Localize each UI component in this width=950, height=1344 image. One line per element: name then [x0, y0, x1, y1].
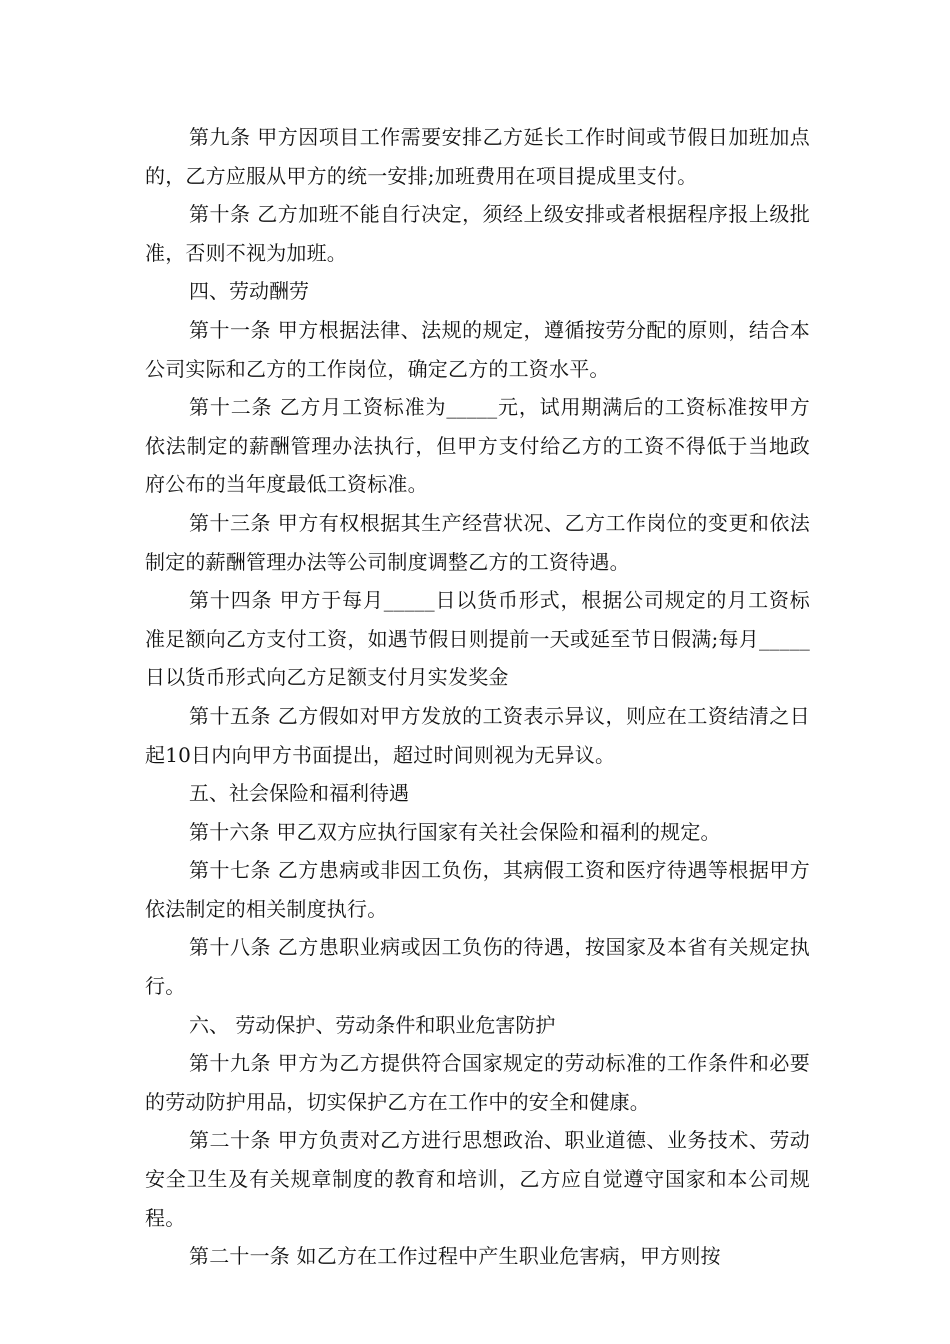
- article-19: 第十九条 甲方为乙方提供符合国家规定的劳动标准的工作条件和必要的劳动防护用品，切实保护乙方在工作中的安全和健康。: [145, 1051, 810, 1114]
- article-9: 第九条 甲方因项目工作需要安排乙方延长工作时间或节假日加班加点的，乙方应服从甲方的统一安排;加班费用在项目提成里支付。: [145, 125, 810, 188]
- article-15: 第十五条 乙方假如对甲方发放的工资表示异议，则应在工资结清之日起10日内向甲方书面提出，超过时间则视为无异议。: [145, 703, 810, 767]
- section-6-heading: 六、 劳动保护、劳动条件和职业危害防护: [189, 1012, 556, 1037]
- article-21: 第二十一条 如乙方在工作过程中产生职业危害病，甲方则按: [189, 1244, 721, 1269]
- article-10: 第十条 乙方加班不能自行决定，须经上级安排或者根据程序报上级批准，否则不视为加班。: [145, 202, 810, 265]
- section-5-heading: 五、社会保险和福利待遇: [189, 781, 409, 806]
- article-14: 第十四条 甲方于每月_____日以货币形式，根据公司规定的月工资标准足额向乙方支付工资，如遇节假日则提前一天或延至节日假满;每月_____日以货币形式向乙方足额支付月实发奖金: [145, 588, 810, 690]
- article-11: 第十一条 甲方根据法律、法规的规定，遵循按劳分配的原则，结合本公司实际和乙方的工作岗位，确定乙方的工资水平。: [145, 317, 810, 381]
- article-20: 第二十条 甲方负责对乙方进行思想政治、职业道德、业务技术、劳动安全卫生及有关规章制度的教育和培训，乙方应自觉遵守国家和本公司规程。: [145, 1128, 810, 1230]
- article-12: 第十二条 乙方月工资标准为_____元，试用期满后的工资标准按甲方依法制定的薪酬管理办法执行，但甲方支付给乙方的工资不得低于当地政府公布的当年度最低工资标准。: [145, 395, 810, 497]
- document-body: [145, 118, 810, 1276]
- article-17: 第十七条 乙方患病或非因工负伤，其病假工资和医疗待遇等根据甲方依法制定的相关制度执行。: [145, 858, 810, 921]
- article-16: 第十六条 甲乙双方应执行国家有关社会保险和福利的规定。: [189, 819, 721, 844]
- section-4-heading: 四、劳动酬劳: [189, 279, 309, 304]
- article-18: 第十八条 乙方患职业病或因工负伤的待遇，按国家及本省有关规定执行。: [145, 935, 810, 999]
- article-13: 第十三条 甲方有权根据其生产经营状况、乙方工作岗位的变更和依法制定的薪酬管理办法等公司制度调整乙方的工资待遇。: [145, 510, 810, 574]
